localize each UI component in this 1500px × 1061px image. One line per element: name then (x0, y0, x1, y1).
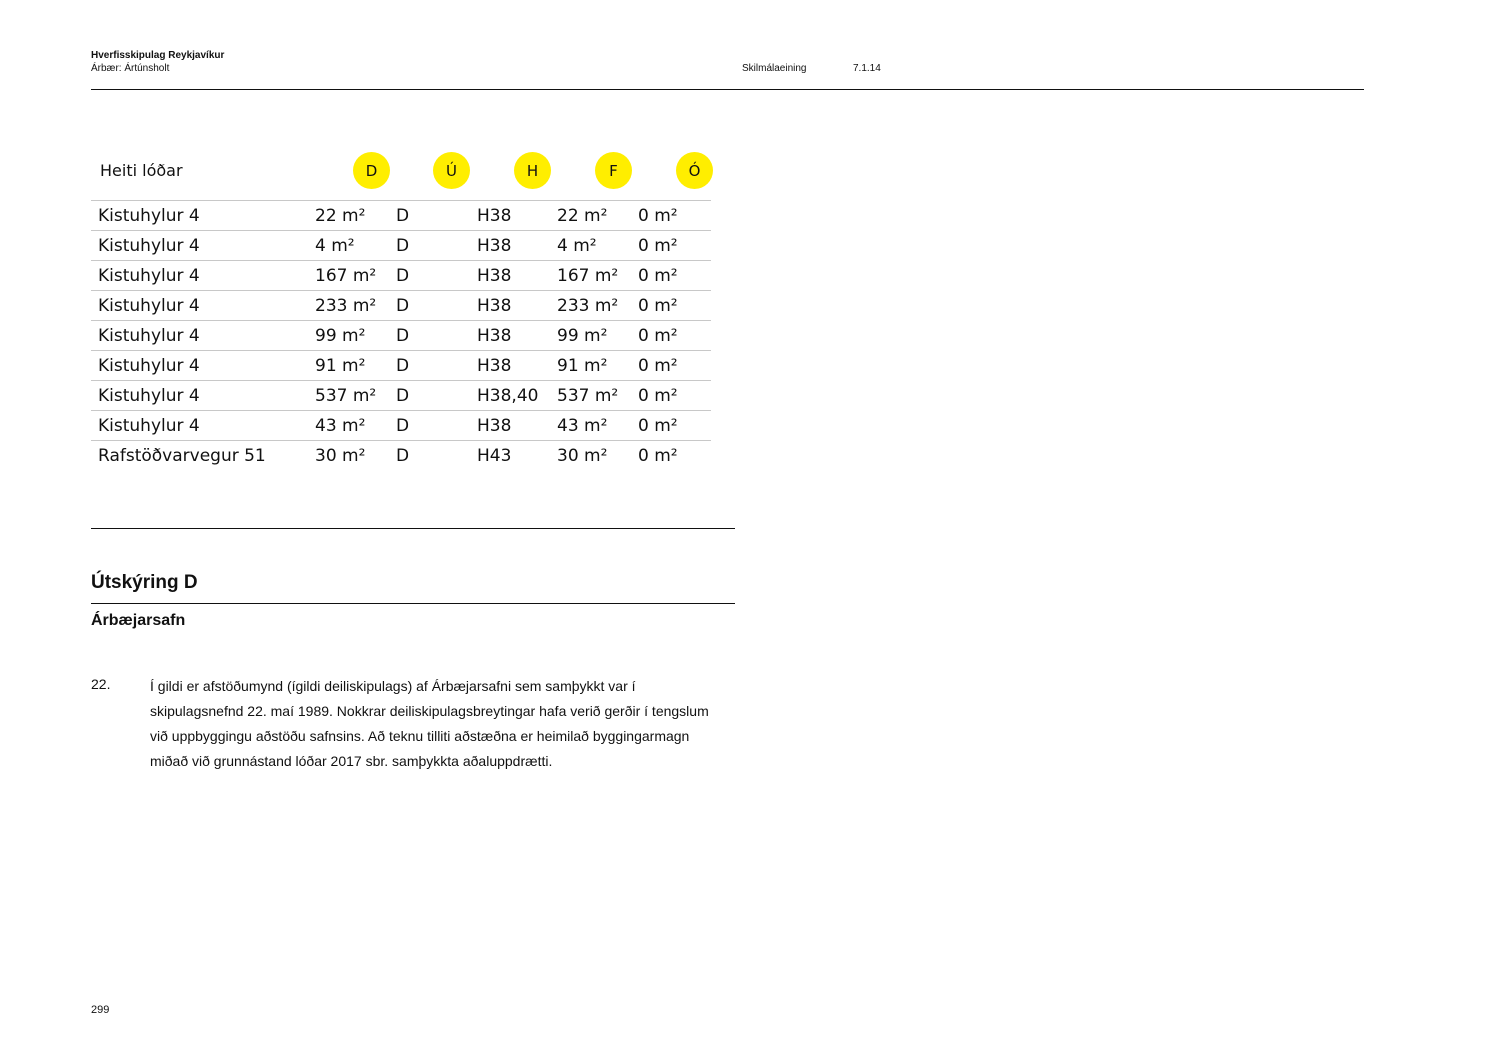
cell-o: 0 m² (638, 386, 678, 406)
header-divider (91, 89, 1364, 90)
cell-o: 0 m² (638, 236, 678, 256)
column-badge-f: F (595, 152, 632, 189)
cell-h: H38 (477, 416, 512, 436)
cell-d: 4 m² (315, 236, 355, 256)
cell-f: 30 m² (557, 446, 608, 466)
cell-name: Kistuhylur 4 (98, 236, 200, 256)
cell-name: Kistuhylur 4 (98, 416, 200, 436)
cell-o: 0 m² (638, 206, 678, 226)
cell-d: 91 m² (315, 356, 366, 376)
cell-o: 0 m² (638, 326, 678, 346)
cell-f: 167 m² (557, 266, 619, 286)
cell-name: Kistuhylur 4 (98, 356, 200, 376)
cell-name: Kistuhylur 4 (98, 296, 200, 316)
cell-f: 4 m² (557, 236, 597, 256)
cell-name: Kistuhylur 4 (98, 326, 200, 346)
cell-u: D (396, 266, 410, 286)
paragraph-text: Í gildi er afstöðumynd (ígildi deiliskipulags) af Árbæjarsafni sem samþykkt var í skipulagsnefnd 22. maí 1989. Nokkrar deiliskipulagsbreytingar hafa verið gerðir í tengslum við uppbyggingu aðstöðu safnsins. Að teknu tilliti aðstæðna er heimilað byggingarmagn miðað við grunnástand lóðar 2017 sbr. samþykkta aðaluppdrætti. (150, 678, 709, 769)
section-code: 7.1.14 (853, 63, 881, 74)
cell-h: H38 (477, 296, 512, 316)
document-subtitle: Árbær: Ártúnsholt (91, 63, 170, 74)
column-badge-h: H (514, 152, 551, 189)
explanation-heading: Útskýring D (91, 572, 198, 593)
cell-name: Kistuhylur 4 (98, 386, 200, 406)
cell-f: 91 m² (557, 356, 608, 376)
cell-o: 0 m² (638, 416, 678, 436)
table-row (91, 260, 711, 290)
table-row (91, 380, 711, 410)
page-number: 299 (91, 1004, 110, 1016)
cell-u: D (396, 326, 410, 346)
cell-u: D (396, 206, 410, 226)
cell-u: D (396, 416, 410, 436)
cell-d: 99 m² (315, 326, 366, 346)
cell-d: 233 m² (315, 296, 377, 316)
cell-f: 43 m² (557, 416, 608, 436)
cell-d: 537 m² (315, 386, 377, 406)
heading-divider (91, 603, 735, 604)
cell-d: 167 m² (315, 266, 377, 286)
cell-u: D (396, 356, 410, 376)
explanation-subheading: Árbæjarsafn (91, 612, 186, 629)
paragraph-number: 22. (91, 676, 111, 692)
cell-f: 99 m² (557, 326, 608, 346)
cell-o: 0 m² (638, 446, 678, 466)
column-badge-d: D (353, 152, 390, 189)
cell-name: Rafstöðvarvegur 51 (98, 446, 266, 466)
table-row (91, 440, 711, 470)
cell-u: D (396, 236, 410, 256)
cell-h: H38 (477, 236, 512, 256)
section-label: Skilmálaeining (742, 63, 807, 74)
cell-h: H38,40 (477, 386, 539, 406)
cell-h: H38 (477, 356, 512, 376)
cell-h: H38 (477, 266, 512, 286)
table-row (91, 290, 711, 320)
cell-f: 22 m² (557, 206, 608, 226)
column-header-name: Heiti lóðar (100, 161, 183, 180)
document-title: Hverfisskipulag Reykjavíkur (91, 50, 225, 61)
section-divider (91, 528, 735, 529)
cell-h: H38 (477, 326, 512, 346)
cell-h: H43 (477, 446, 512, 466)
cell-name: Kistuhylur 4 (98, 206, 200, 226)
cell-o: 0 m² (638, 356, 678, 376)
table-row (91, 350, 711, 380)
cell-name: Kistuhylur 4 (98, 266, 200, 286)
cell-f: 233 m² (557, 296, 619, 316)
cell-o: 0 m² (638, 296, 678, 316)
table-row (91, 230, 711, 260)
table-body (91, 200, 716, 470)
table-row (91, 320, 711, 350)
cell-h: H38 (477, 206, 512, 226)
cell-f: 537 m² (557, 386, 619, 406)
cell-o: 0 m² (638, 266, 678, 286)
cell-d: 22 m² (315, 206, 366, 226)
column-badge-u: Ú (433, 152, 470, 189)
table-row (91, 200, 711, 230)
cell-u: D (396, 446, 410, 466)
cell-u: D (396, 386, 410, 406)
cell-d: 43 m² (315, 416, 366, 436)
plot-table (91, 150, 716, 470)
cell-u: D (396, 296, 410, 316)
column-badge-o: Ó (676, 152, 713, 189)
cell-d: 30 m² (315, 446, 366, 466)
table-header (91, 150, 716, 200)
table-row (91, 410, 711, 440)
